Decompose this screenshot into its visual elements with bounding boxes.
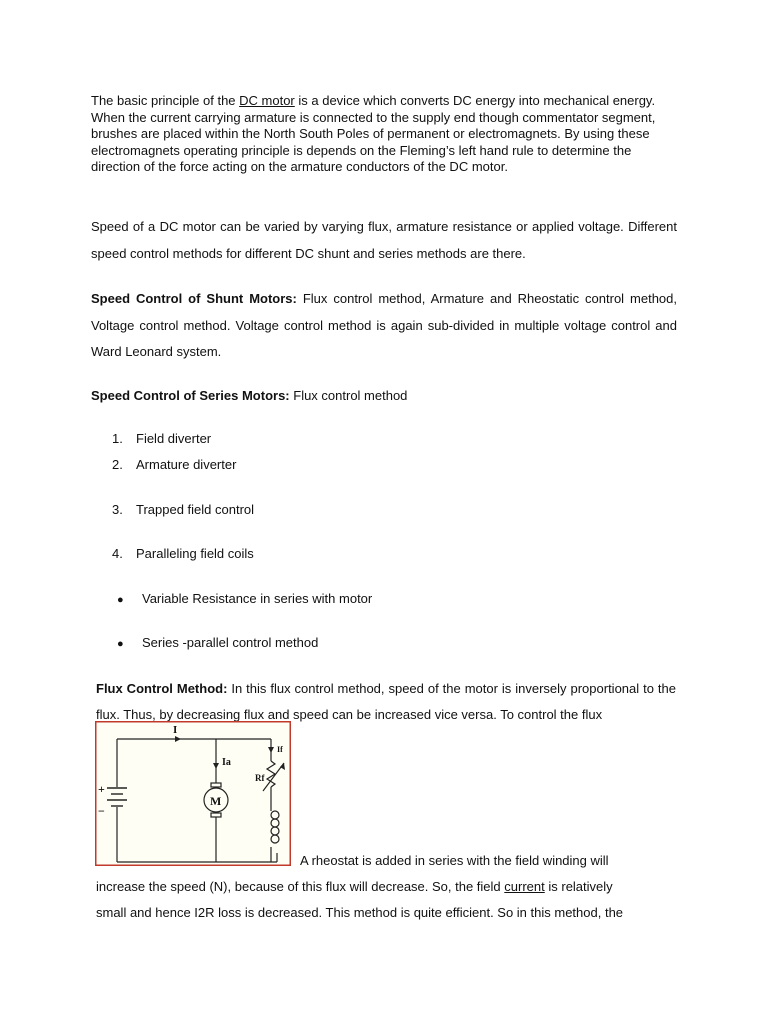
current-link[interactable]: current bbox=[504, 879, 545, 894]
list-item bbox=[112, 457, 236, 472]
flux-heading: Flux Control Method: bbox=[96, 681, 228, 696]
intro-paragraph bbox=[91, 93, 677, 176]
list-number: 1. bbox=[112, 431, 123, 446]
list-label: Field diverter bbox=[136, 431, 212, 446]
list-label: Paralleling field coils bbox=[136, 546, 254, 561]
shunt-text: Flux control method, Armature and Rheostatic control method, Voltage control method. Voltage control method is again sub-divided in multiple voltage control and Ward Leonard system. bbox=[91, 291, 678, 359]
label-armature-current: Ia bbox=[222, 757, 231, 768]
speed-paragraph: Speed of a DC motor can be varied by varying flux, armature resistance or applied voltage. Different speed control methods for different DC shunt and series methods are there. bbox=[91, 219, 677, 261]
list-number: 4. bbox=[112, 546, 123, 561]
circuit-frame bbox=[96, 722, 291, 866]
motor-brush-bottom bbox=[211, 813, 221, 817]
label-field-resistance: Rf bbox=[255, 773, 265, 783]
bullet-icon: ● bbox=[117, 594, 124, 606]
shunt-paragraph bbox=[91, 286, 677, 366]
list-item bbox=[112, 502, 254, 517]
shunt-motor-circuit-diagram bbox=[95, 721, 291, 866]
series-text: Flux control method bbox=[289, 388, 408, 403]
bullet-icon: ● bbox=[117, 638, 124, 650]
bullet-label: Variable Resistance in series with motor bbox=[142, 591, 373, 606]
label-plus: + bbox=[98, 782, 105, 796]
label-current-i: I bbox=[173, 724, 178, 736]
shunt-heading: Speed Control of Shunt Motors: bbox=[91, 291, 297, 306]
list-item bbox=[112, 431, 211, 446]
label-minus: − bbox=[98, 804, 105, 818]
intro-text-rest: is a device which converts DC energy into mechanical energy. When the current carrying armature is connected to the supply end though commentator segment, brushes are placed within the North South Poles of permanent or electromagnets. By using these electromagnets operating principle is depends on the Fleming’s left hand rule to determine the direction of the force acting on the armature conductors of the DC motor. bbox=[91, 93, 656, 174]
list-label: Trapped field control bbox=[136, 502, 255, 517]
series-heading: Speed Control of Series Motors: bbox=[91, 388, 290, 403]
list-number: 2. bbox=[112, 457, 123, 472]
bullet-item bbox=[117, 635, 318, 650]
list-item bbox=[112, 546, 254, 561]
bullet-label: Series -parallel control method bbox=[142, 635, 319, 650]
dc-motor-link[interactable]: DC motor bbox=[239, 93, 295, 108]
list-label: Armature diverter bbox=[136, 457, 237, 472]
rheostat-paragraph bbox=[96, 874, 676, 926]
label-field-current: If bbox=[277, 745, 283, 754]
rheostat-text-line2-end: is relatively bbox=[544, 879, 613, 894]
motor-brush-top bbox=[211, 783, 221, 787]
rheostat-text-line2: increase the speed (N), because of this flux will decrease. So, the field bbox=[96, 879, 505, 894]
bullet-item bbox=[117, 591, 372, 606]
rheostat-text-line3: small and hence I2R loss is decreased. This method is quite efficient. So in this method, the bbox=[96, 905, 624, 920]
series-paragraph bbox=[91, 383, 677, 409]
label-motor: M bbox=[210, 794, 222, 808]
flux-text: In this flux control method, speed of the motor is inversely proportional to the flux. Thus, by decreasing flux and speed can be increased vice versa. To control the flux bbox=[96, 681, 676, 722]
rheostat-text-line1: A rheostat is added in series with the field winding will bbox=[300, 853, 609, 868]
intro-text-start: The basic principle of the bbox=[91, 93, 240, 108]
list-number: 3. bbox=[112, 502, 123, 517]
